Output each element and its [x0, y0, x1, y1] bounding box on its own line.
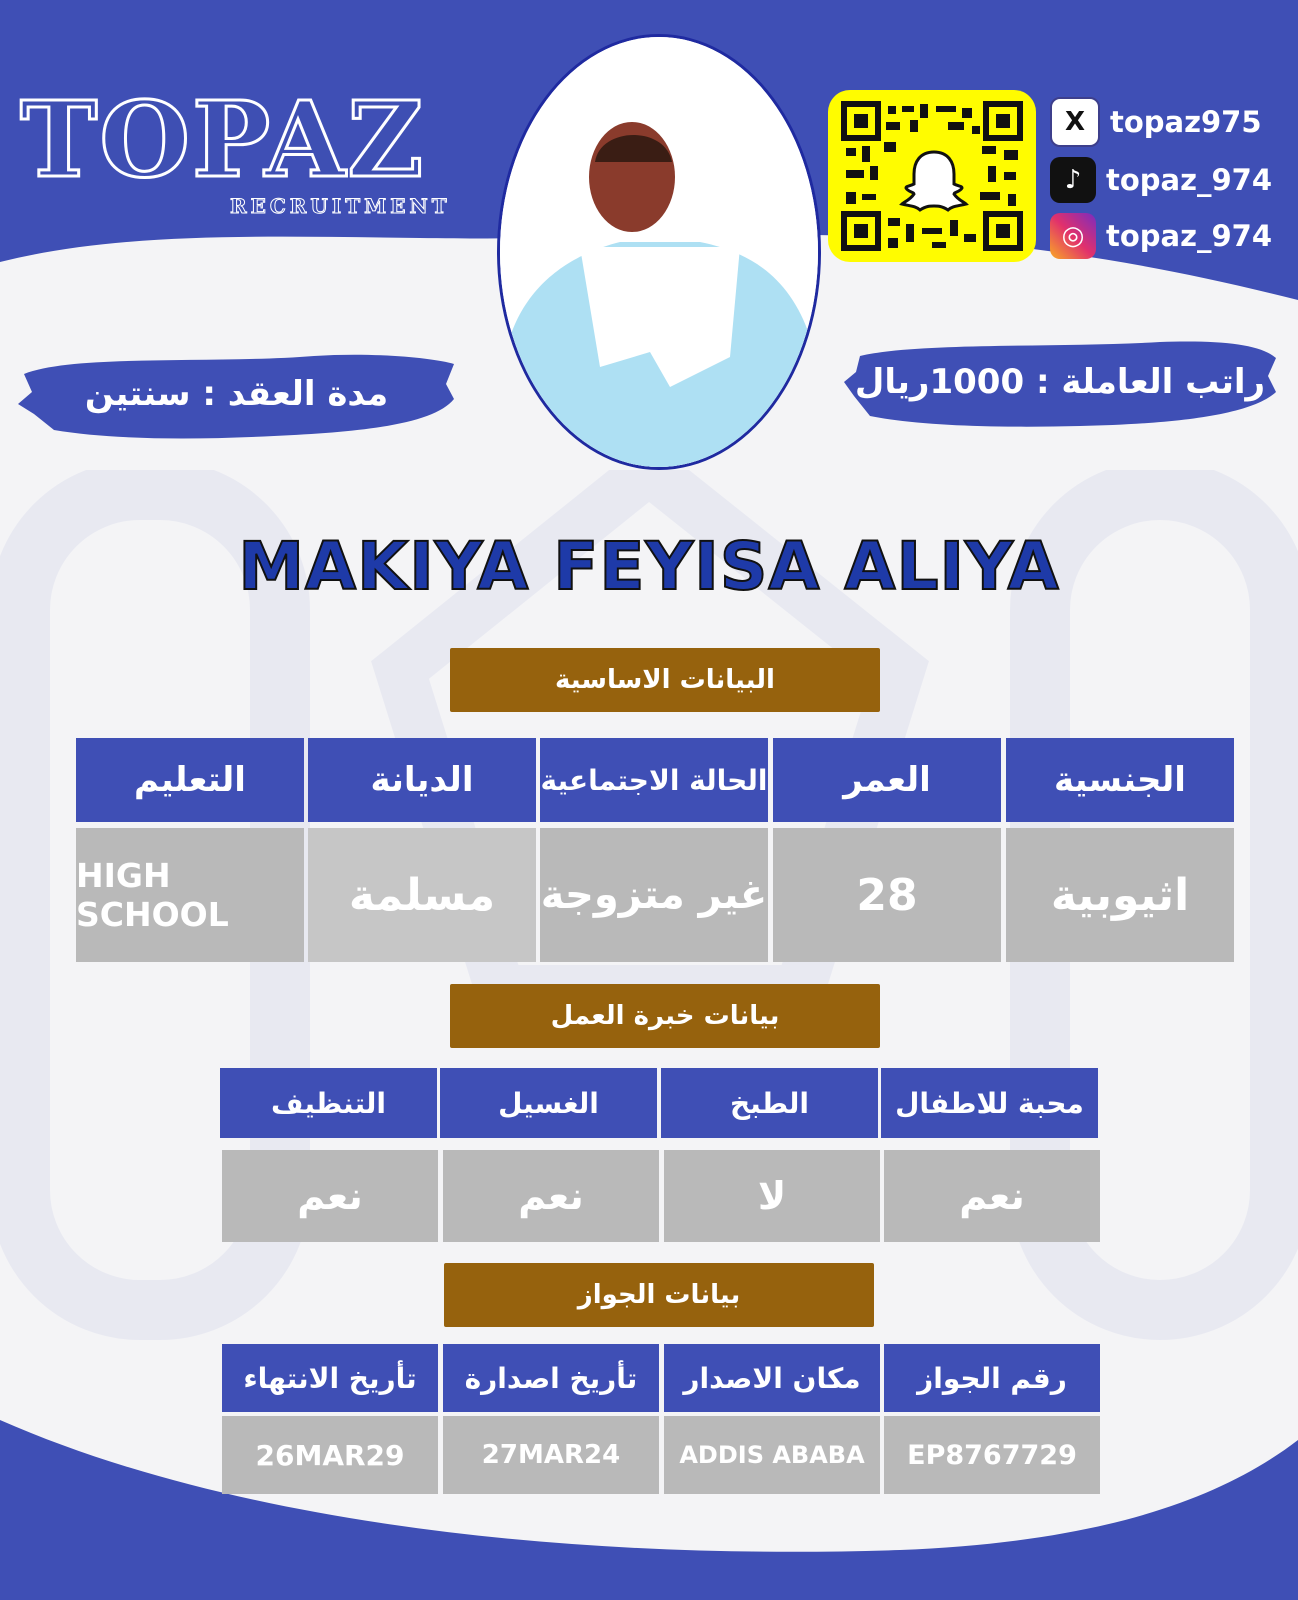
header-age: العمر — [773, 738, 1001, 822]
value-cleaning: نعم — [222, 1150, 438, 1242]
social-handle: topaz_974 — [1106, 163, 1273, 197]
worker-photo — [497, 34, 821, 470]
header-cleaning: التنظيف — [220, 1068, 437, 1138]
header-laundry: الغسيل — [440, 1068, 657, 1138]
x-icon: X — [1050, 97, 1100, 147]
header-nationality: الجنسية — [1006, 738, 1234, 822]
value-cooking: لا — [664, 1150, 880, 1242]
section-passport-title: بيانات الجواز — [444, 1263, 874, 1327]
header-marital-status: الحالة الاجتماعية — [540, 738, 768, 822]
header-cooking: الطبخ — [661, 1068, 878, 1138]
value-laundry: نعم — [443, 1150, 659, 1242]
topaz-logo — [20, 78, 490, 218]
person-portrait-icon — [500, 37, 818, 467]
social-tiktok[interactable] — [1050, 158, 1272, 202]
header-religion: الديانة — [308, 738, 536, 822]
value-issue-place: ADDIS ABABA — [664, 1416, 880, 1494]
value-age: 28 — [773, 828, 1001, 962]
value-issue-date: 27MAR24 — [443, 1416, 659, 1494]
header-issue-place: مكان الاصدار — [664, 1344, 880, 1412]
value-expiry-date: 26MAR29 — [222, 1416, 438, 1494]
social-x[interactable] — [1050, 100, 1262, 144]
contract-text: مدة العقد : سنتين — [84, 374, 389, 414]
value-religion: مسلمة — [308, 828, 536, 962]
contract-banner — [14, 344, 459, 444]
logo-subtitle: RECRUITMENT — [230, 194, 451, 218]
instagram-icon: ◎ — [1050, 213, 1096, 259]
header-education: التعليم — [76, 738, 304, 822]
section-basic-title: البيانات الاساسية — [450, 648, 880, 712]
section-experience-title: بيانات خبرة العمل — [450, 984, 880, 1048]
social-instagram[interactable] — [1050, 214, 1272, 258]
header-expiry-date: تأريخ الانتهاء — [222, 1344, 438, 1412]
tiktok-icon: ♪ — [1050, 157, 1096, 203]
salary-text: راتب العاملة : 1000ريال — [854, 362, 1266, 402]
value-marital-status: غير متزوجة — [540, 828, 768, 962]
header-passport-number: رقم الجواز — [884, 1344, 1100, 1412]
header-issue-date: تأريخ اصدارة — [443, 1344, 659, 1412]
qr-pattern-icon — [840, 100, 1024, 252]
value-nationality: اثيوبية — [1006, 828, 1234, 962]
value-passport-number: EP8767729 — [884, 1416, 1100, 1494]
salary-banner — [840, 332, 1280, 432]
social-handle: topaz_974 — [1106, 219, 1273, 253]
value-loves-children: نعم — [884, 1150, 1100, 1242]
logo-word: TOPAZ — [20, 78, 426, 201]
header-loves-children: محبة للاطفال — [881, 1068, 1098, 1138]
worker-name: MAKIYA FEYISA ALIYA — [238, 528, 1060, 605]
value-education: HIGH SCHOOL — [76, 828, 304, 962]
snapchat-qr-code[interactable] — [828, 90, 1036, 262]
social-handle: topaz975 — [1110, 105, 1262, 139]
